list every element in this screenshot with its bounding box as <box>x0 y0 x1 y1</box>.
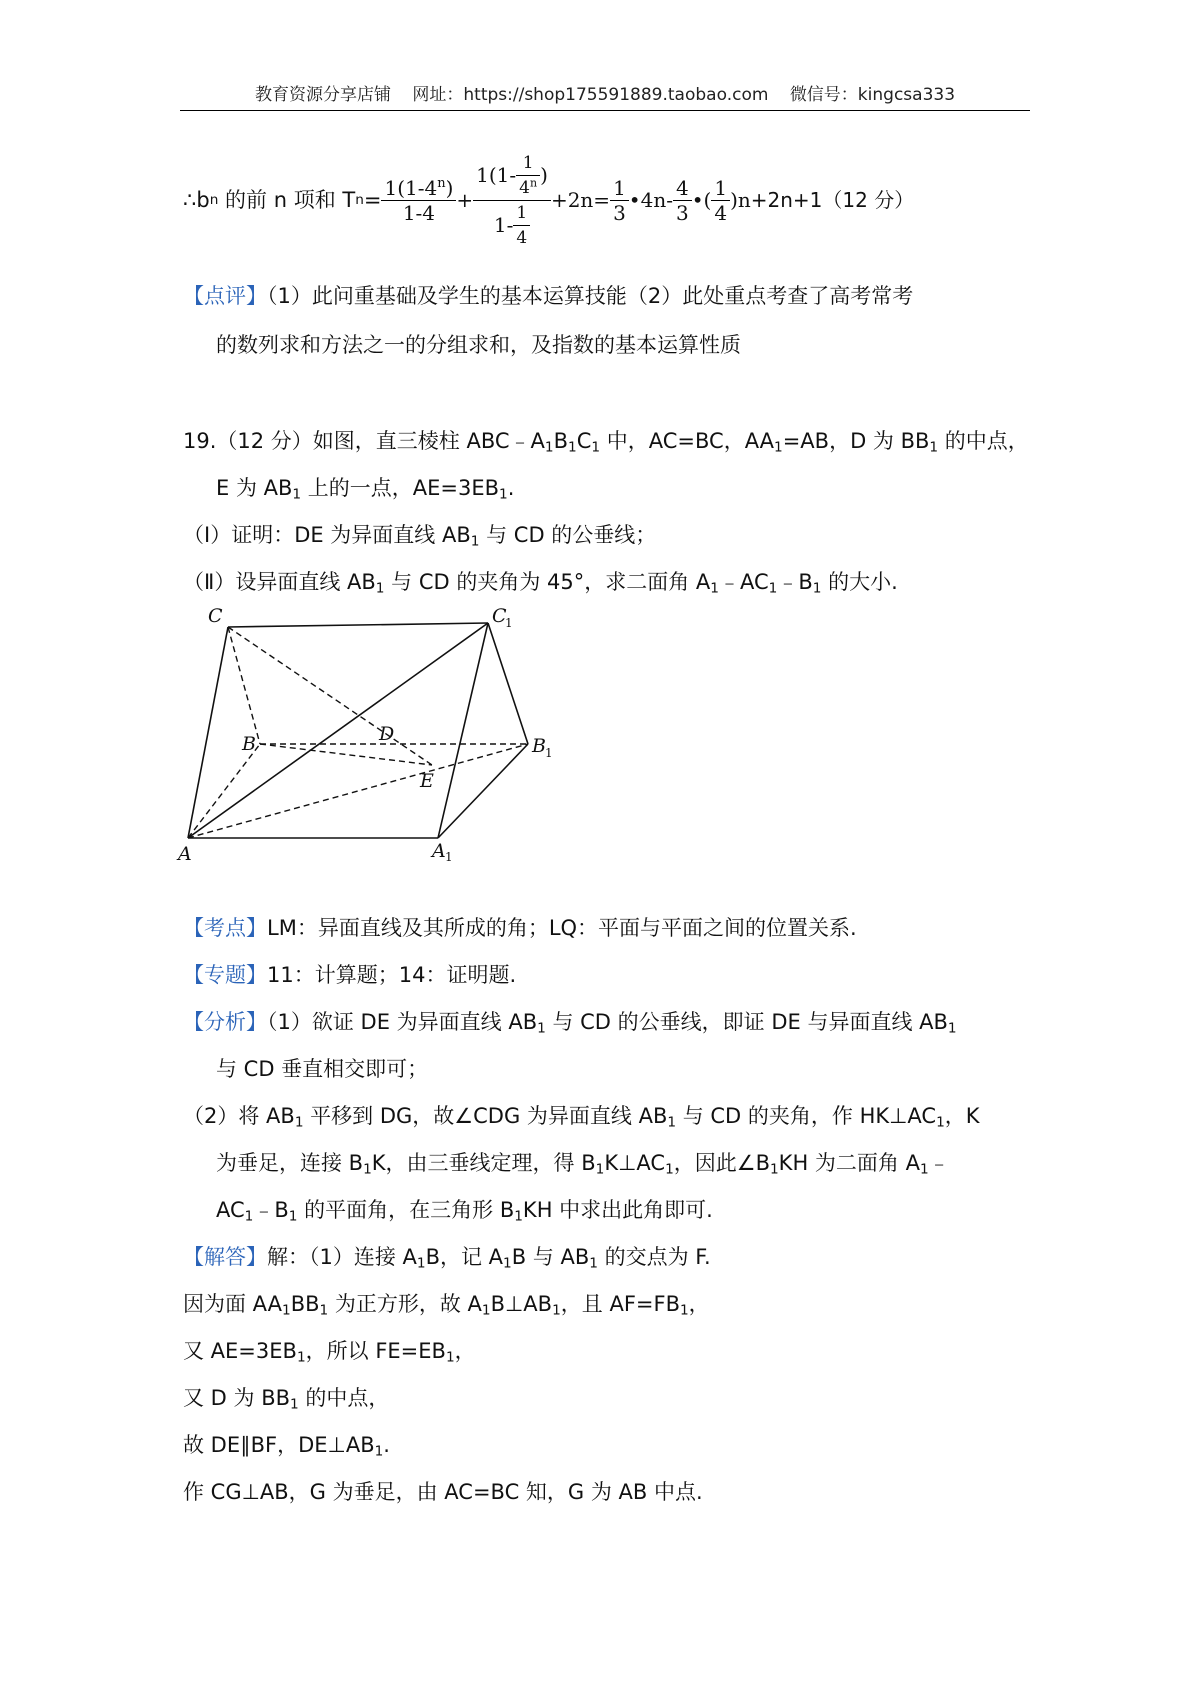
fenxi-line5: $AC_1﹣B_1$ 的平面角，在三角形 $B_1KH$ 中求出此角即可. <box>216 1198 713 1225</box>
edge-c-b <box>228 627 260 744</box>
label-d: D <box>379 723 395 745</box>
label-c1: C <box>492 605 507 627</box>
comment-line2: 的数列求和方法之一的分组求和，及指数的基本运算性质 <box>216 333 741 357</box>
problem-part2: （Ⅱ）设异面直线 $AB_1$ 与 CD 的夹角为 45°，求二面角 $A_1﹣AC_1﹣B_1$ 的大小. <box>183 570 898 597</box>
solution-line3: 又 $AE=3EB_1$，所以 $FE=EB_1$， <box>183 1339 476 1366</box>
wechat-id: 微信号：kingcsa333 <box>789 85 956 105</box>
prism-figure <box>170 600 570 870</box>
edge-c-a <box>188 627 228 838</box>
solution-line4: 又 D 为 $BB_1$ 的中点， <box>183 1386 390 1413</box>
kaodian-line: 【考点】LM：异面直线及其所成的角；LQ：平面与平面之间的位置关系. <box>183 916 857 940</box>
edge-a1-c1 <box>438 623 488 838</box>
fraction-3: $\frac{1}{3}$ <box>610 176 629 225</box>
fraction-1: $\frac{1(1-4^n)}{1-4}$ <box>381 176 456 225</box>
comment-line1: 【点评】（1）此问重基础及学生的基本运算技能（2）此处重点考查了高考常考 <box>183 284 914 308</box>
edge-a-b1 <box>188 744 528 838</box>
problem-part1: （Ⅰ）证明：DE 为异面直线 $AB_1$ 与 CD 的公垂线； <box>183 523 657 550</box>
label-b: B <box>242 733 256 755</box>
solution-line2: 因为面 $AA_1BB_1$ 为正方形，故 $A_1B\perp AB_1$，且 $AF=FB_1$， <box>183 1292 710 1319</box>
label-c: C <box>208 605 223 627</box>
solution-line5: 故 DE∥BF，$DE\perp AB_1$. <box>183 1433 390 1460</box>
shop-url[interactable]: 网址：https://shop175591889.taobao.com <box>412 85 769 105</box>
edge-c-c1 <box>228 623 488 627</box>
fenxi-line4: 为垂足，连接 $B_1K$，由三垂线定理，得 $B_1K\perp AC_1$，因此$\angle B_1KH$ 为二面角 $A_1﹣$ <box>216 1151 950 1178</box>
solution-line1: 【解答】解：（1）连接 $A_1B$，记 $A_1B$ 与 $AB_1$ 的交点为 F. <box>183 1245 711 1272</box>
fenxi-line1: 【分析】（1）欲证 DE 为异面直线 $AB_1$ 与 CD 的公垂线，即证 DE 与异面直线 $AB_1$ <box>183 1010 957 1037</box>
problem-line2: E 为 $AB_1$ 上的一点，$AE=3EB_1$. <box>216 476 515 503</box>
edge-a-b <box>188 744 260 838</box>
sum-formula: ∴b n 的前 n 项和 T n = $\frac{1(1-4^n)}{1-4}$ + 1(1- $\frac{1}{4^n}$ ) 1- $\frac{1}{4}$ +2n= $\frac{1}{3}$ •4 n - $\frac{4}{3}$ •( $\frac{1}{4}$ ) n +2n+1（12 分） <box>183 152 915 248</box>
label-e: E <box>420 770 434 792</box>
page-header <box>180 80 1030 105</box>
solution-line6: 作 CG⊥AB，G 为垂足，由 AC=BC 知，G 为 AB 中点. <box>183 1480 703 1504</box>
label-a1: A <box>432 840 446 862</box>
fraction-5: $\frac{1}{4}$ <box>711 176 730 225</box>
label-c1-sub: 1 <box>505 616 513 630</box>
label-a: A <box>178 843 192 865</box>
problem-line1: 19.（12 分）如图，直三棱柱 $ABC﹣A_1B_1C_1$ 中，AC=BC，$AA_1=AB$，D 为 $BB_1$ 的中点， <box>183 429 1029 456</box>
zhuanti-line: 【专题】11：计算题；14：证明题. <box>183 963 517 987</box>
shop-name: 教育资源分享店铺 <box>254 85 391 105</box>
label-a1-sub: 1 <box>445 850 453 864</box>
edge-b1-a1 <box>438 744 528 838</box>
fenxi-line2: 与 CD 垂直相交即可； <box>216 1057 429 1081</box>
label-b1: B <box>532 735 546 757</box>
edge-c1-b1 <box>488 623 528 744</box>
fraction-4: $\frac{4}{3}$ <box>673 176 692 225</box>
label-b1-sub: 1 <box>545 746 553 760</box>
edge-a-c1 <box>188 623 488 838</box>
fraction-2: 1(1- $\frac{1}{4^n}$ ) 1- $\frac{1}{4}$ <box>473 151 551 250</box>
header-rule <box>180 110 1030 111</box>
fenxi-line3: （2）将 $AB_1$ 平移到 DG，故∠CDG 为异面直线 $AB_1$ 与 CD 的夹角，作 $HK\perp AC_1$，K <box>183 1104 980 1131</box>
